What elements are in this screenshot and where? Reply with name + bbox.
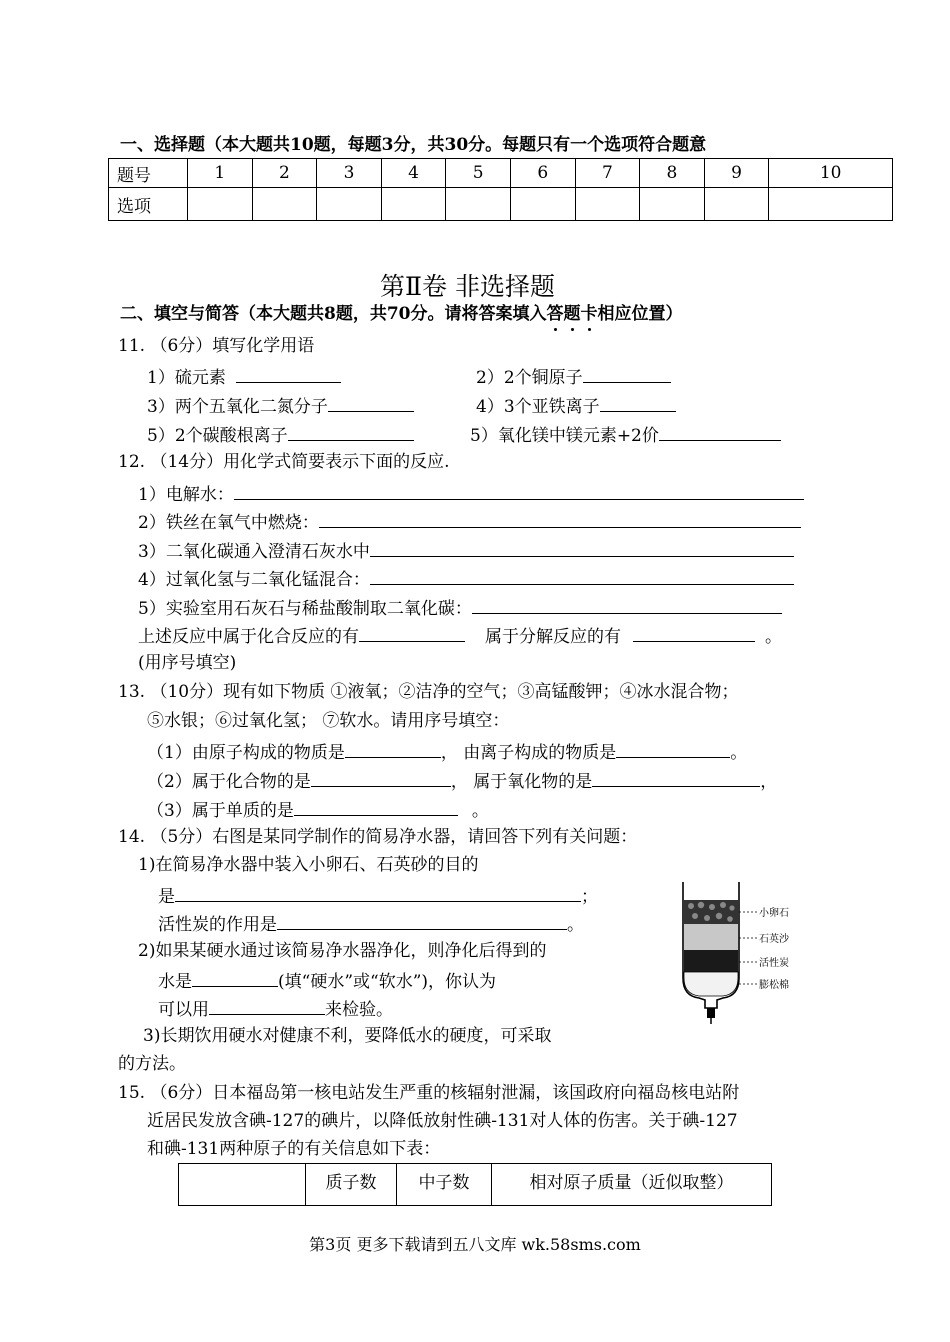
q14-p1: 1)在简易净水器中装入小卵石、石英砂的目的 <box>138 855 479 875</box>
answer-blank[interactable] <box>277 911 567 930</box>
grid-number: 6 <box>510 159 575 188</box>
q11-c: 3）两个五氧化二氮分子 <box>147 393 414 418</box>
answer-blank[interactable] <box>472 595 782 614</box>
part2-heading-pre: 二、填空与简答（本大题共8题，共70分。请将答案填入 <box>120 304 547 324</box>
q15-line2: 近居民发放含碘-127的碘片，以降低放射性碘-131对人体的伤害。关于碘-127 <box>147 1111 738 1131</box>
q11-e: 5）2个碳酸根离子 <box>147 422 414 447</box>
answer-blank[interactable] <box>319 509 801 528</box>
q14-p1a: 是 ； <box>158 883 598 908</box>
q12-e: 5）实验室用石灰石与稀盐酸制取二氧化碳： <box>138 595 782 620</box>
q14-p2b: 可以用 来检验。 <box>158 996 393 1021</box>
answer-cell[interactable] <box>446 188 511 221</box>
answer-blank[interactable] <box>583 364 671 383</box>
q13-stem2: ⑤水银；⑥过氧化氢； ⑦软水。请用序号填空： <box>147 711 510 731</box>
answer-blank[interactable] <box>370 566 794 585</box>
answer-blank[interactable] <box>633 623 755 642</box>
answer-blank[interactable] <box>288 422 414 441</box>
table-header: 质子数 <box>306 1164 397 1206</box>
q11-a: 1）硫元素 <box>147 364 341 389</box>
q14-p2a: 水是 (填“硬水”或“软水”)，你认为 <box>158 968 496 993</box>
answer-blank[interactable] <box>370 538 794 557</box>
answer-blank[interactable] <box>616 739 730 758</box>
emphasis-char: 答 <box>546 304 564 324</box>
answer-cell[interactable] <box>252 188 317 221</box>
answer-cell[interactable] <box>381 188 446 221</box>
grid-number: 8 <box>640 159 705 188</box>
answer-blank[interactable] <box>192 968 278 987</box>
answer-cell[interactable] <box>704 188 769 221</box>
answer-blank[interactable] <box>592 768 760 787</box>
answer-blank[interactable] <box>311 768 451 787</box>
q11-stem: 11. （6分）填写化学用语 <box>118 336 315 356</box>
part2-heading-post: 相应位置） <box>597 304 683 324</box>
figure-label: 小卵石 <box>759 908 789 919</box>
grid-number: 7 <box>575 159 640 188</box>
emphasis-char: 题 <box>563 304 581 324</box>
q11-d: 4）3个亚铁离子 <box>476 393 676 418</box>
grid-number: 10 <box>769 159 893 188</box>
table-header: 相对原子质量（近似取整） <box>492 1164 772 1206</box>
q15-line3: 和碘-131两种原子的有关信息如下表： <box>147 1139 441 1159</box>
answer-blank[interactable] <box>659 422 781 441</box>
part2-title: 第Ⅱ卷 非选择题 <box>380 272 555 301</box>
answer-cell[interactable] <box>640 188 705 221</box>
answer-cell[interactable] <box>769 188 893 221</box>
figure-label: 活性炭 <box>759 958 789 969</box>
answer-blank[interactable] <box>234 481 804 500</box>
section1-heading: 一、选择题（本大题共10题，每题3分，共30分。每题只有一个选项符合题意 <box>120 135 707 155</box>
answer-cell[interactable] <box>575 188 640 221</box>
grid-number: 1 <box>188 159 253 188</box>
answer-blank[interactable] <box>175 883 581 902</box>
grid-number: 9 <box>704 159 769 188</box>
q11-f: 5）氧化镁中镁元素+2价 <box>470 422 781 447</box>
figure-label: 石英沙 <box>759 934 789 945</box>
q12-stem: 12. （14分）用化学式简要表示下面的反应. <box>118 452 450 472</box>
q14-stem: 14. （5分）右图是某同学制作的简易净水器，请回答下列有关问题： <box>118 827 638 847</box>
answer-blank[interactable] <box>600 393 676 412</box>
grid-number: 4 <box>381 159 446 188</box>
table-cell <box>179 1164 306 1206</box>
emphasis-char: 卡 <box>580 304 598 324</box>
answer-cell[interactable] <box>317 188 382 221</box>
q12-a: 1）电解水： <box>138 481 804 506</box>
q13-c: （3）属于单质的是 。 <box>147 797 489 822</box>
q12-b: 2）铁丝在氧气中燃烧： <box>138 509 801 534</box>
grid-number: 5 <box>446 159 511 188</box>
figure-label: 膨松棉 <box>759 980 789 991</box>
q13-stem: 13. （10分）现有如下物质 ①液氧；②洁净的空气；③高锰酸钾；④冰水混合物； <box>118 682 739 702</box>
isotope-table <box>178 1163 772 1206</box>
filter-bottle <box>683 882 739 1024</box>
q13-b: （2）属于化合物的是 ， 属于氧化物的是 ， <box>147 768 777 793</box>
q14-p3: 3)长期饮用硬水对健康不利，要降低水的硬度，可采取 <box>143 1026 552 1046</box>
table-header: 中子数 <box>397 1164 492 1206</box>
answer-blank[interactable] <box>294 797 458 816</box>
water-filter-figure <box>675 878 805 1028</box>
q13-a: （1）由原子构成的物质是 ， 由离子构成的物质是 。 <box>147 739 747 764</box>
grid-number: 2 <box>252 159 317 188</box>
q14-p2: 2)如果某硬水通过该简易净水器净化，则净化后得到的 <box>138 941 547 961</box>
answer-grid <box>108 158 893 221</box>
page-footer: 第3页 更多下载请到五八文库 wk.58sms.com <box>309 1235 641 1254</box>
q12-c: 3）二氧化碳通入澄清石灰水中 <box>138 538 794 563</box>
q15-line1: 15. （6分）日本福岛第一核电站发生严重的核辐射泄漏，该国政府向福岛核电站附 <box>118 1083 740 1103</box>
answer-blank[interactable] <box>345 739 441 758</box>
row-label-number: 题号 <box>109 159 188 188</box>
answer-blank[interactable] <box>236 364 341 383</box>
answer-blank[interactable] <box>359 623 465 642</box>
grid-number: 3 <box>317 159 382 188</box>
q12-d: 4）过氧化氢与二氧化锰混合： <box>138 566 794 591</box>
q14-p1b: 活性炭的作用是 。 <box>158 911 584 936</box>
answer-blank[interactable] <box>328 393 414 412</box>
q12-note: (用序号填空) <box>138 653 237 673</box>
row-label-option: 选项 <box>109 188 188 221</box>
answer-blank[interactable] <box>209 996 325 1015</box>
q12-summary: 上述反应中属于化合反应的有 属于分解反应的有 。 <box>138 623 782 648</box>
answer-cell[interactable] <box>510 188 575 221</box>
answer-cell[interactable] <box>188 188 253 221</box>
part2-heading <box>120 303 683 325</box>
q14-p3b: 的方法。 <box>118 1054 186 1074</box>
q11-b: 2）2个铜原子 <box>476 364 671 389</box>
